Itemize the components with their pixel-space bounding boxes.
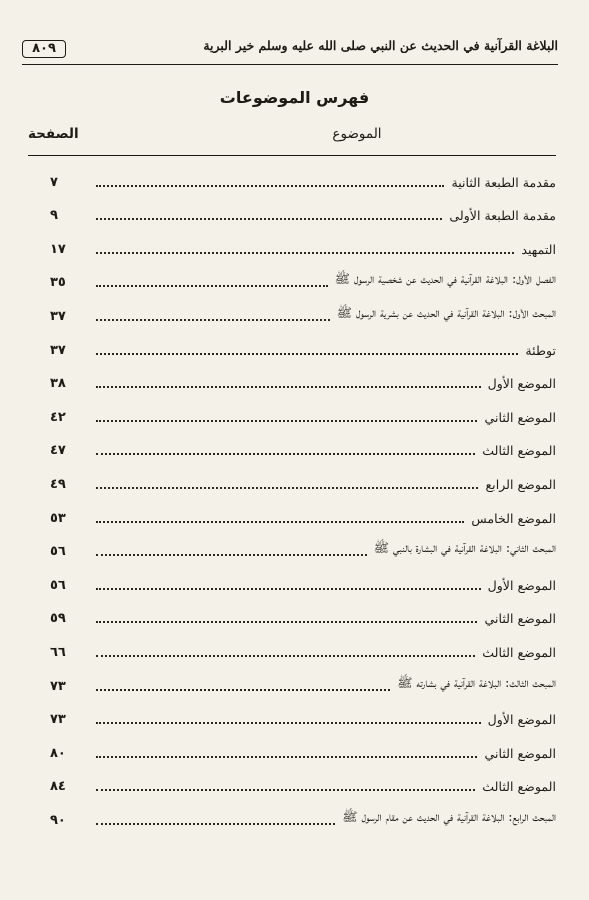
toc-entry-page: ٤٢	[50, 409, 66, 425]
toc-entry[interactable]	[28, 800, 556, 834]
toc-entry[interactable]	[28, 196, 556, 230]
toc-entry[interactable]	[28, 632, 556, 666]
dot-leader	[96, 218, 442, 220]
toc-entry-page: ٣٧	[50, 342, 66, 358]
toc-entry[interactable]	[28, 464, 556, 498]
toc-entry-page: ٦٦	[50, 644, 66, 660]
toc-entry-page: ٧	[50, 174, 58, 190]
toc-entry-page: ٨٠	[50, 745, 66, 761]
toc-entry-page: ٨٤	[50, 779, 66, 795]
toc-entry[interactable]	[28, 498, 556, 532]
dot-leader	[96, 285, 328, 287]
column-headers	[28, 126, 556, 148]
running-header	[22, 36, 558, 66]
toc-entry-page: ٣٨	[50, 376, 66, 392]
dot-leader	[96, 655, 475, 657]
dot-leader	[96, 588, 481, 590]
toc-entry[interactable]	[28, 364, 556, 398]
toc-entry-title: الموضع الأول	[485, 578, 556, 593]
header-rule	[22, 64, 558, 65]
toc-entry-page: ٥٩	[50, 611, 66, 627]
dot-leader	[96, 621, 477, 623]
column-header-rule	[28, 155, 556, 156]
toc-entry[interactable]	[28, 397, 556, 431]
toc-entry-page: ٣٥	[50, 275, 66, 291]
dot-leader	[96, 722, 481, 724]
dot-leader	[96, 252, 514, 254]
toc-entry-title: الفصل الأول: البلاغة القرآنية في الحديث عن شخصية الرسول ﷺ	[332, 271, 556, 290]
table-of-contents	[28, 162, 556, 834]
toc-entry-title: المبحث الأول: البلاغة القرآنية في الحديث عن بشرية الرسول ﷺ	[334, 305, 556, 324]
column-header-topic: الموضوع	[332, 126, 382, 142]
toc-entry-title: الموضع الثاني	[482, 611, 557, 626]
toc-entry-title: الموضع الثاني	[482, 746, 557, 761]
toc-entry[interactable]	[28, 733, 556, 767]
toc-entry-title: الموضع الثاني	[482, 410, 557, 425]
toc-entry-page: ٧٣	[50, 678, 66, 694]
toc-entry-title: مقدمة الطبعة الأولى	[446, 208, 556, 223]
dot-leader	[96, 789, 475, 791]
toc-entry-page: ٩٠	[50, 812, 66, 828]
toc-entry[interactable]	[28, 532, 556, 566]
toc-entry-title: توطئة	[522, 343, 556, 358]
toc-entry-page: ١٧	[50, 241, 66, 257]
toc-entry-title: مقدمة الطبعة الثانية	[448, 175, 556, 190]
dot-leader	[96, 521, 464, 523]
toc-entry-title: الموضع الثالث	[479, 645, 556, 660]
dot-leader	[96, 185, 444, 187]
toc-entry-title: الموضع الخامس	[468, 511, 556, 526]
toc-entry-title: المبحث الثالث: البلاغة القرآنية في بشارته ﷺ	[394, 675, 556, 694]
toc-entry-title: المبحث الرابع: البلاغة القرآنية في الحديث عن مقام الرسول ﷺ	[339, 809, 556, 828]
toc-entry[interactable]	[28, 330, 556, 364]
dot-leader	[96, 823, 335, 825]
toc-entry-page: ٤٩	[50, 476, 66, 492]
column-header-page: الصفحة	[28, 126, 79, 142]
toc-entry-page: ٥٦	[50, 577, 66, 593]
toc-entry-page: ٥٣	[50, 510, 66, 526]
toc-entry-title: الموضع الثالث	[479, 443, 556, 458]
toc-entry[interactable]	[28, 431, 556, 465]
toc-entry-page: ٣٧	[50, 308, 66, 324]
toc-entry[interactable]	[28, 599, 556, 633]
toc-entry[interactable]	[28, 296, 556, 330]
dot-leader	[96, 386, 481, 388]
toc-entry[interactable]	[28, 263, 556, 297]
dot-leader	[96, 453, 475, 455]
dot-leader	[96, 554, 367, 556]
toc-entry[interactable]	[28, 162, 556, 196]
toc-entry-page: ٤٧	[50, 443, 66, 459]
toc-entry[interactable]	[28, 700, 556, 734]
dot-leader	[96, 319, 330, 321]
dot-leader	[96, 689, 390, 691]
dot-leader	[96, 353, 518, 355]
dot-leader	[96, 756, 477, 758]
toc-entry[interactable]	[28, 565, 556, 599]
toc-entry[interactable]	[28, 229, 556, 263]
dot-leader	[96, 420, 477, 422]
dot-leader	[96, 487, 478, 489]
running-title: البلاغة القرآنية في الحديث عن النبي صلى الله عليه وسلم خير البرية	[203, 38, 558, 53]
toc-entry-title: الموضع الرابع	[482, 477, 556, 492]
page-title: فهرس الموضوعات	[219, 88, 370, 107]
page-number: ٨٠٩	[22, 40, 66, 58]
toc-entry-title: المبحث الثاني: البلاغة القرآنية في البشارة بالنبي ﷺ	[371, 540, 556, 559]
toc-entry-page: ٥٦	[50, 544, 66, 560]
toc-entry-title: الموضع الثالث	[479, 779, 556, 794]
toc-entry-page: ٩	[50, 208, 58, 224]
toc-entry[interactable]	[28, 666, 556, 700]
toc-entry[interactable]	[28, 767, 556, 801]
toc-entry-page: ٧٣	[50, 712, 66, 728]
toc-entry-title: الموضع الأول	[485, 376, 556, 391]
toc-entry-title: التمهيد	[518, 242, 556, 257]
toc-entry-title: الموضع الأول	[485, 712, 556, 727]
